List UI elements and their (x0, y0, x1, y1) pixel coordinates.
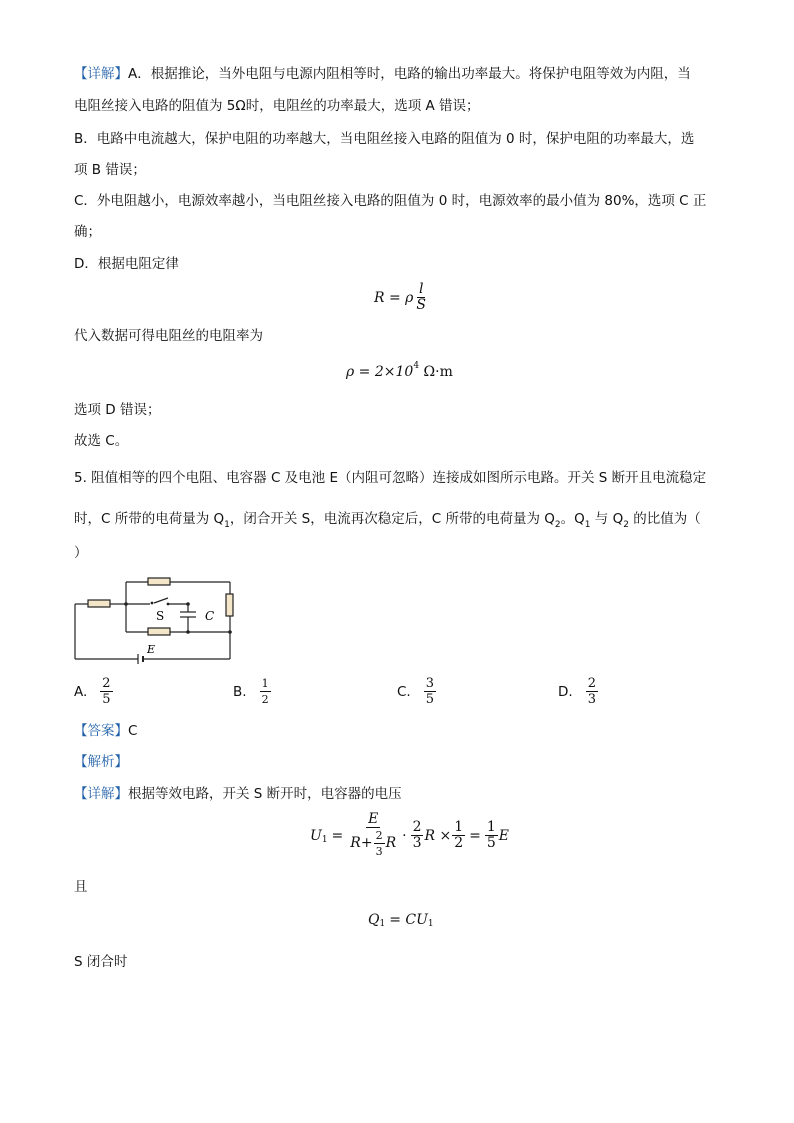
resistor-top (148, 578, 170, 585)
and-word: 且 (74, 879, 88, 895)
resistor-bottom (148, 628, 170, 635)
option-c-analysis-2: 确； (74, 224, 101, 240)
battery-label: E (147, 643, 156, 656)
fraction-l-over-s: $\frac{l}{S}$ (416, 281, 426, 313)
option-c[interactable]: C. $\frac{3}{5}$ (397, 676, 434, 707)
detail-line-2: 电阻丝接入电路的阻值为 5Ω时，电阻丝的功率最大，选项 A 错误； (74, 98, 480, 114)
resistance-law-formula: R = ρ $\frac{l}{S}$ (374, 281, 426, 313)
option-b-analysis-2: 项 B 错误； (74, 162, 146, 178)
option-c-analysis-1: C．外电阻越小，电源效率越小，当电阻丝接入电路的阻值为 0 时，电源效率的最小值为 80%，选项 C 正 (74, 193, 707, 209)
final-choice: 故选 C。 (74, 433, 129, 449)
resistor-left (88, 600, 110, 607)
resistivity-formula: ρ = 2×10 4 Ω·m (346, 361, 453, 380)
capacitor-label: C (205, 609, 215, 623)
detail-bracket: 【详解】 (74, 66, 128, 82)
option-d-conclusion: 选项 D 错误； (74, 402, 161, 418)
analysis-header: 【解析】 (74, 754, 128, 770)
resistor-right (226, 594, 233, 616)
resistivity-intro: 代入数据可得电阻丝的电阻率为 (74, 328, 263, 344)
question-5-line-1: 5. 阻值相等的四个电阻、电容器 C 及电池 E（内阻可忽略）连接成如图所示电路。开关 S 断开且电流稳定 (74, 470, 707, 486)
q1-equation: Q 1 = CU 1 (368, 912, 434, 929)
switch-label: S (156, 609, 165, 623)
circuit-diagram (70, 574, 242, 666)
option-b-analysis-1: B．电路中电流越大，保护电阻的功率越大，当电阻丝接入电路的阻值为 0 时，保护电阻的功率最大，选 (74, 131, 695, 147)
switch-s (154, 598, 168, 603)
detail-2-line: 【详解】根据等效电路，开关 S 断开时，电容器的电压 (74, 786, 402, 802)
s-closed-line: S 闭合时 (74, 954, 128, 970)
answer-line: 【答案】C (74, 723, 138, 739)
option-d[interactable]: D. $\frac{2}{3}$ (558, 676, 596, 707)
question-5-line-3: ） (74, 545, 88, 561)
option-b[interactable]: B. $\frac{1}{2}$ (233, 677, 269, 706)
u1-equation: U 1 = E R+ $\frac{2}{3}$ R · $\frac{2}{3}$ R × $\frac{1}{2}$ = $\frac{1}{5}$ E (310, 811, 510, 858)
option-a[interactable]: A. $\frac{2}{5}$ (74, 676, 111, 707)
detail-line-1: 【详解】A．根据推论，当外电阻与电源内阻相等时，电路的输出功率最大。将保护电阻等效为内阻，当 (74, 66, 691, 82)
question-5-line-2: 时，C 所带的电荷量为 $Q_1$，闭合开关 S，电流再次稳定后，C 所带的电荷量为 $Q_2$。$Q_1$ 与 $Q_2$ 的比值为（ (74, 511, 701, 530)
fraction-e-over-sum: E R+ $\frac{2}{3}$ R (350, 811, 397, 858)
option-d-analysis-1: D．根据电阻定律 (74, 256, 179, 272)
